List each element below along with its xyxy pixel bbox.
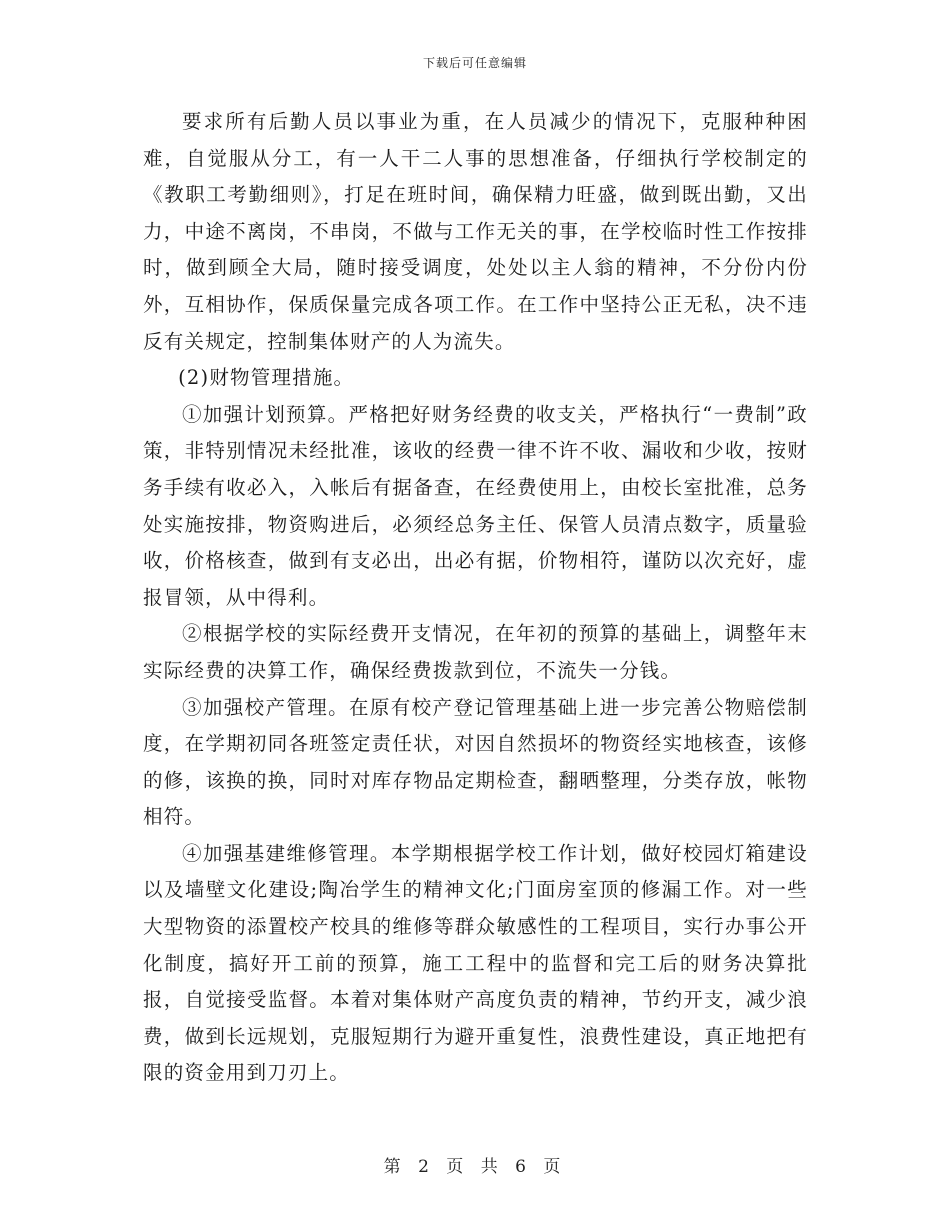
paragraph-construction-maintenance: ④加强基建维修管理。本学期根据学校工作计划，做好校园灯箱建设以及墙壁文化建设;陶冶学生的精神文化;门面房室顶的修漏工作。对一些大型物资的添置校产校具的维修等群众敏感性的工程项目，实行办事公开化制度，搞好开工前的预算，施工工程中的监督和完工后的财务决算批报，自觉接受监督。本着对集体财产高度负责的精神，节约开支，减少浪费，做到长远规划，克服短期行为避开重复性，浪费性建设，真正地把有限的资金用到刀刃上。: [143, 841, 808, 1085]
paragraph-logistics-staff: 要求所有后勤人员以事业为重，在人员减少的情况下，克服种种困难，自觉服从分工，有一人干二人事的思想准备，仔细执行学校制定的《教职工考勤细则》，打足在班时间，确保精力旺盛，做到既出勤，又出力，中途不离岗，不串岗，不做与工作无关的事，在学校临时性工作按排时，做到顾全大局，随时接受调度，处处以主人翁的精神，不分份内份外，互相协作，保质保量完成各项工作。在工作中坚持公正无私，决不违反有关规定，控制集体财产的人为流失。: [143, 110, 808, 353]
page-number-footer: 第 2 页 共 6 页: [383, 1157, 567, 1177]
paragraph-budget-planning: ①加强计划预算。严格把好财务经费的收支关，严格执行“一费制”政策，非特别情况未经批准，该收的经费一律不许不收、漏收和少收，按财务手续有收必入，入帐后有据备查，在经费使用上，由校长室批准，总务处实施按排，物资购进后，必须经总务主任、保管人员清点数字，质量验收，价格核查，做到有支必出，出必有据，价物相符，谨防以次充好，虚报冒领，从中得利。: [143, 402, 808, 609]
paragraph-school-property: ③加强校产管理。在原有校产登记管理基础上进一步完善公物赔偿制度，在学期初同各班签定责任状，对因自然损坏的物资经实地核查，该修的修，该换的换，同时对库存物品定期检查，翻晒整理，分类存放，帐物相符。: [143, 695, 808, 829]
section-heading-property-management: (2)财物管理措施。: [178, 366, 355, 390]
paragraph-final-accounts: ②根据学校的实际经费开支情况，在年初的预算的基础上，调整年末实际经费的决算工作，确保经费拨款到位，不流失一分钱。: [143, 622, 808, 682]
page-header: 下载后可任意编辑: [422, 56, 527, 70]
document-body: [143, 104, 808, 1092]
